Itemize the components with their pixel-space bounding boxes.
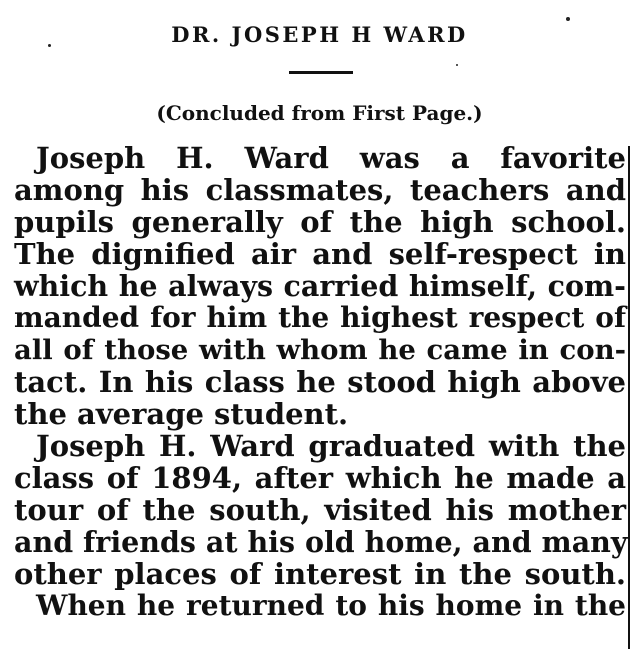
print-speck bbox=[566, 17, 570, 21]
article-line: and friends at his old home, and many bbox=[14, 525, 628, 559]
article-line: the average student. bbox=[14, 397, 349, 431]
article-line: class of 1894, after which he made a bbox=[14, 461, 626, 495]
article-line: Joseph H. Ward was a favorite bbox=[36, 141, 626, 175]
article-line: tact. In his class he stood high above bbox=[14, 365, 626, 399]
article-line: pupils generally of the high school. bbox=[14, 205, 626, 239]
title-divider bbox=[289, 71, 353, 74]
print-speck bbox=[456, 64, 458, 66]
article-line: which he always carried himself, com- bbox=[14, 269, 626, 303]
article-line: tour of the south, visited his mother bbox=[14, 493, 626, 527]
article-line: manded for him the highest respect of bbox=[14, 301, 626, 334]
column-rule bbox=[628, 146, 630, 649]
article-title: DR. JOSEPH H WARD bbox=[171, 22, 468, 47]
article-line: Joseph H. Ward graduated with the bbox=[36, 429, 626, 463]
article-body bbox=[14, 142, 626, 622]
article-line: The dignified air and self-respect in bbox=[14, 237, 626, 271]
article-line: When he returned to his home in the bbox=[36, 589, 626, 622]
article-subtitle: (Concluded from First Page.) bbox=[156, 101, 483, 125]
article-line: among his classmates, teachers and bbox=[14, 173, 626, 207]
article-line: other places of interest in the south. bbox=[14, 557, 626, 591]
article-line: all of those with whom he came in con- bbox=[14, 334, 626, 366]
